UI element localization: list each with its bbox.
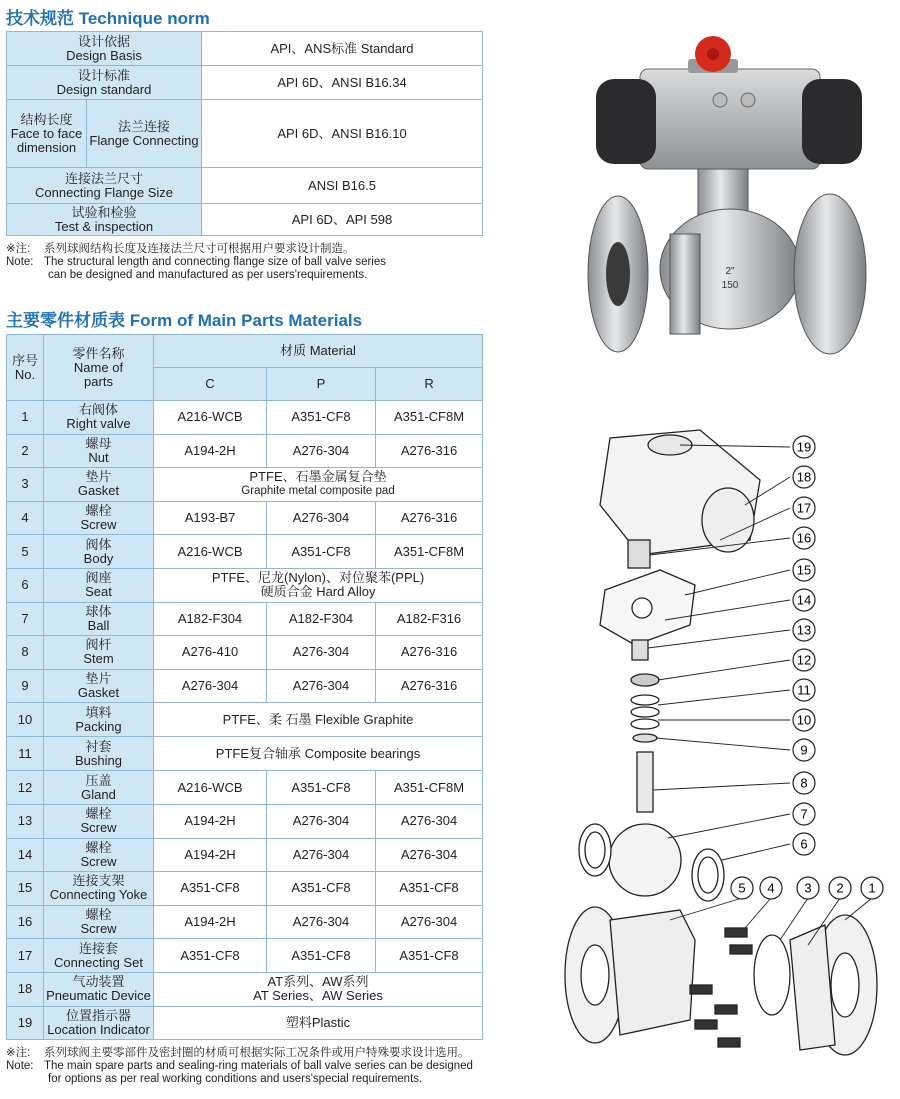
callout-number: 18 — [796, 469, 812, 485]
callout-number: 19 — [796, 439, 812, 455]
part-number: 13 — [7, 804, 44, 838]
callout-number: 17 — [796, 500, 812, 516]
material-p: A276-304 — [267, 434, 376, 468]
part-name: 压盖 Gland — [44, 771, 154, 805]
part-number: 17 — [7, 939, 44, 973]
callout-number: 14 — [796, 592, 812, 608]
material-span: PTFE、柔 石墨 Flexible Graphite — [154, 703, 483, 737]
header-name: 零件名称 Name of parts — [44, 335, 154, 401]
part-name: 螺栓 Screw — [44, 905, 154, 939]
technique-norm-table — [6, 31, 483, 236]
material-span: AT系列、AW系列 AT Series、AW Series — [154, 972, 483, 1006]
material-r: A182-F316 — [376, 602, 483, 636]
material-p: A182-F304 — [267, 602, 376, 636]
callout-number: 8 — [800, 775, 808, 791]
spec-value: API、ANS标准 Standard — [202, 32, 483, 66]
spec-label: 试验和检验 Test & inspection — [7, 204, 202, 236]
part-name: 球体 Ball — [44, 602, 154, 636]
material-span: PTFE、尼龙(Nylon)、对位聚苯(PPL) 硬质合金 Hard Alloy — [154, 568, 483, 602]
materials-row — [7, 602, 483, 636]
callout-number: 2 — [836, 880, 844, 896]
section-title-parts-materials: 主要零件材质表 Form of Main Parts Materials — [6, 311, 363, 330]
note-2: ※注: 系列球阀主要零部件及密封圈的材质可根据实际工况条件或用户特殊要求设计选用。 Note: The main spare parts and sealing-ring materials of ball valve series can be designed for options as per real working conditions and users'special requirements. — [6, 1047, 473, 1085]
part-number: 19 — [7, 1006, 44, 1040]
material-p: A351-CF8 — [267, 401, 376, 435]
material-r: A276-316 — [376, 669, 483, 703]
materials-row — [7, 1006, 483, 1040]
spec-value: ANSI B16.5 — [202, 168, 483, 204]
part-number: 10 — [7, 703, 44, 737]
part-number: 15 — [7, 872, 44, 906]
material-c: A194-2H — [154, 804, 267, 838]
materials-row — [7, 669, 483, 703]
part-number: 2 — [7, 434, 44, 468]
material-c: A194-2H — [154, 838, 267, 872]
part-name: 螺母 Nut — [44, 434, 154, 468]
materials-row — [7, 568, 483, 602]
size-marking: 2" — [725, 266, 735, 277]
material-c: A276-304 — [154, 669, 267, 703]
callout-number: 16 — [796, 530, 812, 546]
callout-number: 10 — [796, 712, 812, 728]
spec-label: 法兰连接 Flange Connecting — [87, 100, 202, 168]
material-c: A194-2H — [154, 434, 267, 468]
callout-number: 11 — [797, 682, 811, 698]
callout-number: 15 — [796, 562, 812, 578]
ball-valve-photo — [580, 34, 880, 364]
callout-number: 7 — [800, 806, 808, 822]
part-name: 位置指示器 Location Indicator — [44, 1006, 154, 1040]
part-number: 4 — [7, 501, 44, 535]
header-no: 序号 No. — [7, 335, 44, 401]
callout-number: 12 — [796, 652, 812, 668]
part-name: 填料 Packing — [44, 703, 154, 737]
materials-table — [6, 334, 483, 1040]
materials-row — [7, 501, 483, 535]
part-name: 垫片 Gasket — [44, 468, 154, 502]
part-name: 阀杆 Stem — [44, 636, 154, 670]
materials-row — [7, 972, 483, 1006]
header-c: C — [154, 368, 267, 401]
header-material: 材质 Material — [154, 335, 483, 368]
materials-row — [7, 468, 483, 502]
part-name: 连接套 Connecting Set — [44, 939, 154, 973]
header-p: P — [267, 368, 376, 401]
materials-row — [7, 535, 483, 569]
materials-row — [7, 872, 483, 906]
material-r: A351-CF8 — [376, 872, 483, 906]
part-number: 8 — [7, 636, 44, 670]
material-r: A276-316 — [376, 434, 483, 468]
header-r: R — [376, 368, 483, 401]
material-c: A351-CF8 — [154, 872, 267, 906]
materials-row — [7, 401, 483, 435]
part-number: 12 — [7, 771, 44, 805]
part-number: 5 — [7, 535, 44, 569]
part-name: 阀座 Seat — [44, 568, 154, 602]
materials-row — [7, 804, 483, 838]
spec-value: API 6D、ANSI B16.10 — [202, 100, 483, 168]
material-r: A276-316 — [376, 501, 483, 535]
part-number: 6 — [7, 568, 44, 602]
material-c: A182-F304 — [154, 602, 267, 636]
material-p: A276-304 — [267, 501, 376, 535]
material-p: A276-304 — [267, 804, 376, 838]
part-name: 螺栓 Screw — [44, 501, 154, 535]
spec-value: API 6D、ANSI B16.34 — [202, 66, 483, 100]
material-r: A351-CF8M — [376, 401, 483, 435]
materials-row — [7, 939, 483, 973]
section-title-technique-norm: 技术规范 Technique norm — [6, 9, 210, 28]
part-name: 螺栓 Screw — [44, 838, 154, 872]
material-p: A351-CF8 — [267, 939, 376, 973]
materials-row — [7, 905, 483, 939]
part-number: 9 — [7, 669, 44, 703]
part-number: 14 — [7, 838, 44, 872]
material-r: A276-304 — [376, 905, 483, 939]
part-name: 垫片 Gasket — [44, 669, 154, 703]
spec-value: API 6D、API 598 — [202, 204, 483, 236]
materials-row — [7, 737, 483, 771]
material-p: A276-304 — [267, 669, 376, 703]
part-number: 18 — [7, 972, 44, 1006]
part-name: 螺栓 Screw — [44, 804, 154, 838]
materials-row — [7, 434, 483, 468]
material-c: A216-WCB — [154, 535, 267, 569]
material-p: A351-CF8 — [267, 535, 376, 569]
material-span: PTFE复合轴承 Composite bearings — [154, 737, 483, 771]
part-name: 右阀体 Right valve — [44, 401, 154, 435]
part-name: 衬套 Bushing — [44, 737, 154, 771]
materials-row — [7, 771, 483, 805]
part-number: 7 — [7, 602, 44, 636]
callout-number: 3 — [804, 880, 812, 896]
material-r: A351-CF8M — [376, 535, 483, 569]
material-c: A194-2H — [154, 905, 267, 939]
part-name: 连接支架 Connecting Yoke — [44, 872, 154, 906]
material-span: 塑料Plastic — [154, 1006, 483, 1040]
part-number: 3 — [7, 468, 44, 502]
callout-number: 5 — [738, 880, 746, 896]
material-span: PTFE、石墨金属复合垫 Graphite metal composite pad — [154, 468, 483, 502]
materials-row — [7, 703, 483, 737]
material-c: A216-WCB — [154, 401, 267, 435]
spec-label: 设计标准 Design standard — [7, 66, 202, 100]
exploded-view-diagram — [550, 420, 895, 1075]
callout-number: 9 — [800, 742, 808, 758]
part-name: 气动装置 Pneumatic Device — [44, 972, 154, 1006]
material-r: A351-CF8 — [376, 939, 483, 973]
material-p: A351-CF8 — [267, 771, 376, 805]
callout-number: 13 — [796, 622, 812, 638]
spec-label: 设计依据 Design Basis — [7, 32, 202, 66]
part-number: 11 — [7, 737, 44, 771]
material-r: A276-304 — [376, 804, 483, 838]
spec-label: 连接法兰尺寸 Connecting Flange Size — [7, 168, 202, 204]
callout-number: 1 — [868, 880, 876, 896]
material-r: A276-316 — [376, 636, 483, 670]
callout-number: 4 — [767, 880, 775, 896]
part-number: 16 — [7, 905, 44, 939]
material-c: A351-CF8 — [154, 939, 267, 973]
material-r: A276-304 — [376, 838, 483, 872]
materials-row — [7, 838, 483, 872]
material-p: A276-304 — [267, 636, 376, 670]
material-r: A351-CF8M — [376, 771, 483, 805]
material-c: A216-WCB — [154, 771, 267, 805]
spec-group-label: 结构长度 Face to face dimension — [7, 100, 87, 168]
material-c: A193-B7 — [154, 501, 267, 535]
pressure-marking: 150 — [721, 280, 739, 291]
material-p: A276-304 — [267, 905, 376, 939]
callout-number: 6 — [800, 836, 808, 852]
materials-row — [7, 636, 483, 670]
material-c: A276-410 — [154, 636, 267, 670]
material-p: A351-CF8 — [267, 872, 376, 906]
part-name: 阀体 Body — [44, 535, 154, 569]
material-p: A276-304 — [267, 838, 376, 872]
note-1: ※注: 系列球阀结构长度及连接法兰尺寸可根据用户要求设计制造。 Note: The structural length and connecting flange size of ball valve series can be designed and manufactured as per users'requirements. — [6, 243, 387, 281]
part-number: 1 — [7, 401, 44, 435]
